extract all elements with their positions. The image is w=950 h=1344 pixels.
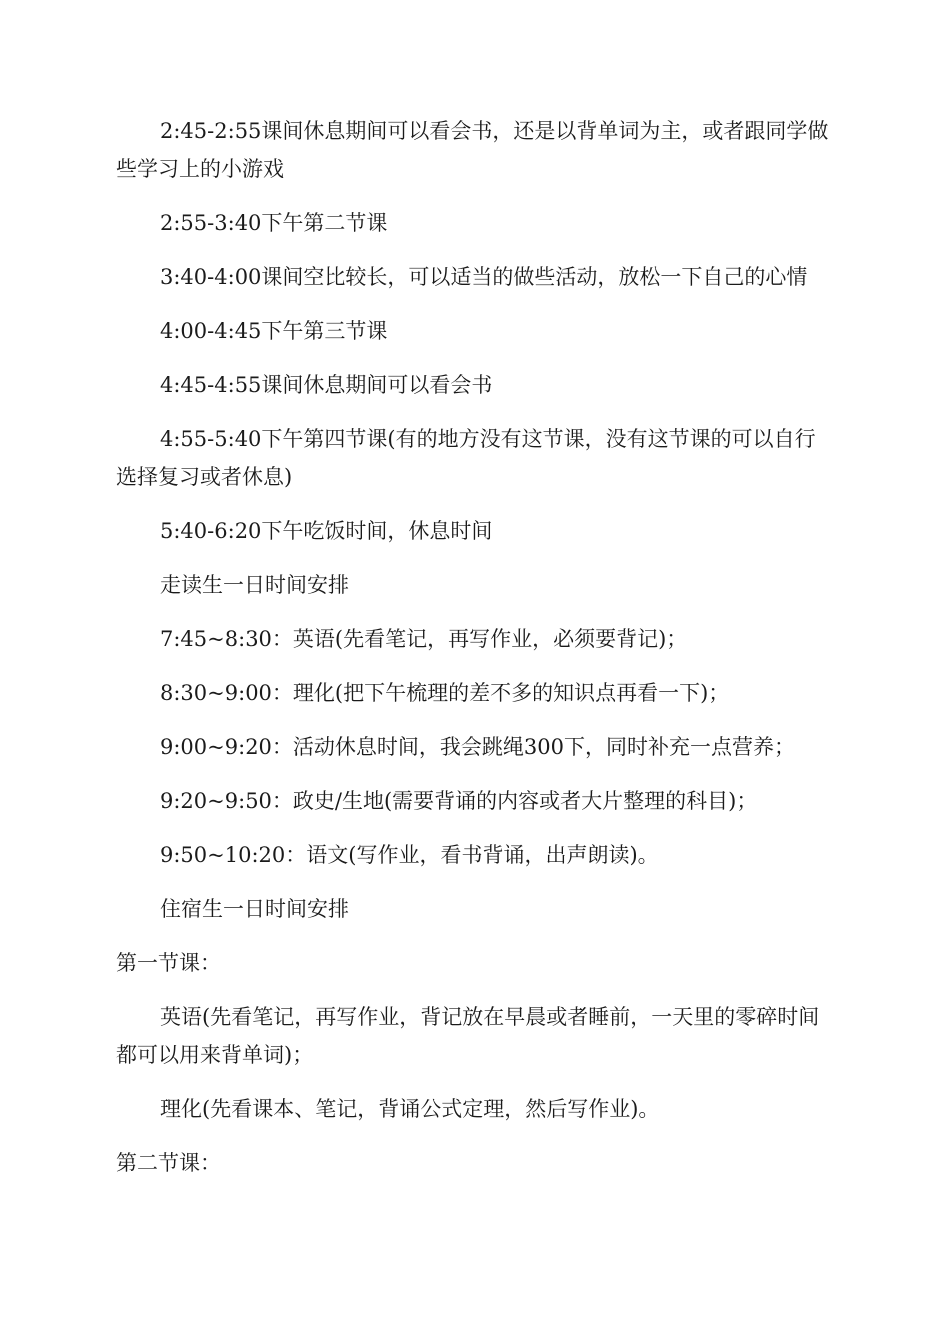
paragraph-fourth-class: 4:55-5:40下午第四节课(有的地方没有这节课，没有这节课的可以自行选择复习或者休息): [116, 427, 816, 489]
paragraph-politics-history-slot: 9:20~9:50：政史/生地(需要背诵的内容或者大片整理的科目)；: [160, 789, 758, 813]
paragraph-science-study: 理化(先看课本、笔记，背诵公式定理，然后写作业)。: [160, 1097, 660, 1121]
subheading-first-class: 第一节课：: [116, 951, 221, 975]
section-heading-day-students: 走读生一日时间安排: [160, 573, 349, 597]
paragraph-long-break: 3:40-4:00课间空比较长，可以适当的做些活动，放松一下自己的心情: [160, 265, 808, 289]
paragraph-science-slot: 8:30~9:00：理化(把下午梳理的差不多的知识点再看一下)；: [160, 681, 730, 705]
subheading-second-class: 第二节课：: [116, 1151, 221, 1175]
paragraph-break-245: 2:45-2:55课间休息期间可以看会书，还是以背单词为主，或者跟同学做些学习上的小游戏: [116, 119, 829, 181]
section-heading-boarding-students: 住宿生一日时间安排: [160, 897, 349, 921]
paragraph-break-445: 4:45-4:55课间休息期间可以看会书: [160, 373, 493, 397]
document-body: [116, 112, 832, 1182]
paragraph-dinner-time: 5:40-6:20下午吃饭时间，休息时间: [160, 519, 493, 543]
paragraph-chinese-slot: 9:50~10:20：语文(写作业，看书背诵，出声朗读)。: [160, 843, 659, 867]
paragraph-second-class: 2:55-3:40下午第二节课: [160, 211, 388, 235]
paragraph-english-slot: 7:45~8:30：英语(先看笔记，再写作业，必须要背记)；: [160, 627, 688, 651]
paragraph-third-class: 4:00-4:45下午第三节课: [160, 319, 388, 343]
paragraph-activity-slot: 9:00~9:20：活动休息时间，我会跳绳300下，同时补充一点营养；: [160, 735, 795, 759]
paragraph-english-study: 英语(先看笔记，再写作业，背记放在早晨或者睡前，一天里的零碎时间都可以用来背单词)；: [116, 1005, 820, 1067]
